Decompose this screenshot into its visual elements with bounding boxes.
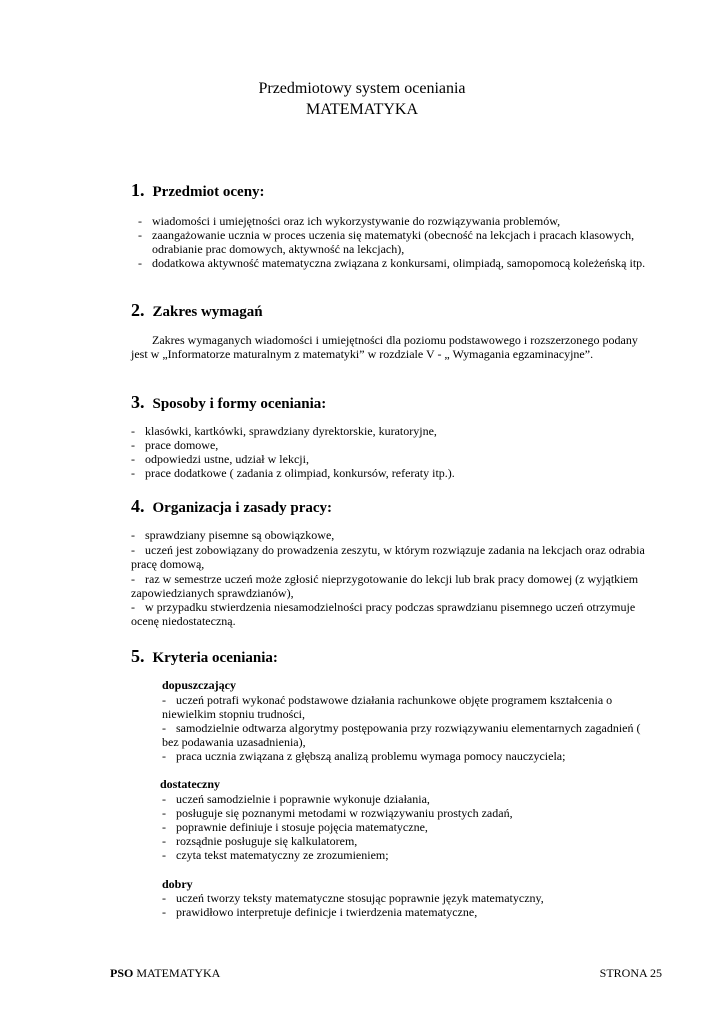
section-5-title: Kryteria oceniania:	[152, 650, 278, 666]
document-subtitle: MATEMATYKA	[306, 101, 418, 118]
section-4-line-continuation: pracę domową,	[131, 557, 205, 571]
document-title: Przedmiotowy system oceniania	[258, 80, 466, 97]
bullet-dash: -	[131, 466, 135, 480]
bullet-dash: -	[138, 214, 142, 228]
section-4-line-continuation: ocenę niedostateczną.	[131, 614, 236, 628]
grade-criterion: - samodzielnie odtwarza algorytmy postępowania przy rozwiązywaniu elementarnych zagadnień (	[162, 721, 641, 735]
grade-criterion: - poprawnie definiuje i stosuje pojęcia matematyczne,	[162, 820, 428, 834]
grade-criterion: - praca ucznia związana z głębszą analizą problemu wymaga pomocy nauczyciela;	[162, 749, 566, 763]
bullet-dash: -	[162, 792, 166, 806]
section-3-item: - odpowiedzi ustne, udział w lekcji,	[131, 452, 309, 466]
bullet-dash: -	[138, 256, 142, 270]
bullet-dash: -	[162, 806, 166, 820]
section-5-number: 5.	[131, 646, 145, 666]
section-2-paragraph-line: jest w „Informatorze maturalnym z matematyki” w rozdziale V - „ Wymagania egzaminacyjne”.	[131, 347, 594, 361]
grade-dopuszczajacy-label: dopuszczający	[162, 678, 236, 692]
section-2-heading	[131, 300, 263, 321]
section-3-title: Sposoby i formy oceniania:	[152, 396, 327, 412]
bullet-dash: -	[131, 528, 135, 542]
section-1-item: - dodatkowa aktywność matematyczna związana z konkursami, olimpiadą, samopomocą koleżeńską itp.	[138, 256, 646, 270]
bullet-dash: -	[131, 572, 135, 586]
section-3-item: - klasówki, kartkówki, sprawdziany dyrektorskie, kuratoryjne,	[131, 424, 437, 438]
grade-criterion-continuation: niewielkim stopniu trudności,	[162, 707, 305, 721]
section-4-heading	[131, 496, 332, 517]
grade-dostateczny-label: dostateczny	[160, 777, 220, 791]
footer-page-number: STRONA 25	[599, 966, 662, 980]
bullet-dash: -	[162, 848, 166, 862]
bullet-dash: -	[162, 693, 166, 707]
section-4-line: - w przypadku stwierdzenia niesamodzielności pracy podczas sprawdzianu pisemnego uczeń otrzymuje	[131, 600, 636, 614]
bullet-dash: -	[162, 834, 166, 848]
section-1-number: 1.	[131, 180, 145, 200]
section-3-number: 3.	[131, 392, 145, 412]
section-4-line: - uczeń jest zobowiązany do prowadzenia zeszytu, w którym rozwiązuje zadania na lekcjach oraz odrabia	[131, 543, 645, 557]
bullet-dash: -	[138, 228, 142, 242]
grade-criterion: - uczeń samodzielnie i poprawnie wykonuje działania,	[162, 792, 430, 806]
section-3-heading	[131, 392, 326, 413]
grade-criterion-continuation: bez podawania uzasadnienia),	[162, 735, 306, 749]
footer-subject: MATEMATYKA	[136, 966, 221, 980]
grade-criterion: - uczeń potrafi wykonać podstawowe działania rachunkowe objęte programem kształcenia o	[162, 693, 613, 707]
section-4-number: 4.	[131, 496, 145, 516]
bullet-dash: -	[162, 820, 166, 834]
footer-pso: PSO	[110, 966, 134, 980]
section-3-item: - prace dodatkowe ( zadania z olimpiad, konkursów, referaty itp.).	[131, 466, 455, 480]
section-1-title: Przedmiot oceny:	[152, 184, 265, 200]
grade-criterion: - posługuje się poznanymi metodami w rozwiązywaniu prostych zadań,	[162, 806, 513, 820]
grade-dobry-label: dobry	[162, 877, 193, 891]
section-1-item: - zaangażowanie ucznia w proces uczenia się matematyki (obecność na lekcjach i pracach klasowych,	[138, 228, 635, 242]
section-2-number: 2.	[131, 300, 145, 320]
bullet-dash: -	[131, 424, 135, 438]
bullet-dash: -	[162, 749, 166, 763]
grade-criterion: - uczeń tworzy teksty matematyczne stosując poprawnie język matematyczny,	[162, 891, 544, 905]
section-1-item-continuation: odrabianie prac domowych, aktywność na lekcjach),	[152, 242, 405, 256]
section-1-heading	[131, 180, 265, 201]
bullet-dash: -	[162, 721, 166, 735]
bullet-dash: -	[162, 891, 166, 905]
section-4-title: Organizacja i zasady pracy:	[152, 500, 333, 516]
section-1-item: - wiadomości i umiejętności oraz ich wykorzystywanie do rozwiązywania problemów,	[138, 214, 561, 228]
section-4-line: - raz w semestrze uczeń może zgłosić nieprzygotowanie do lekcji lub brak pracy domowej (z wyjątkiem	[131, 572, 639, 586]
bullet-dash: -	[162, 905, 166, 919]
section-2-title: Zakres wymagań	[152, 304, 263, 320]
section-5-heading	[131, 646, 278, 667]
bullet-dash: -	[131, 600, 135, 614]
section-4-line-continuation: zapowiedzianych sprawdzianów),	[131, 586, 294, 600]
section-4-line: - sprawdziany pisemne są obowiązkowe,	[131, 528, 335, 542]
section-2-paragraph-line: Zakres wymaganych wiadomości i umiejętności dla poziomu podstawowego i rozszerzonego podany	[152, 333, 638, 347]
grade-criterion: - czyta tekst matematyczny ze zrozumieniem;	[162, 848, 389, 862]
section-3-item: - prace domowe,	[131, 438, 219, 452]
grade-criterion: - prawidłowo interpretuje definicje i twierdzenia matematyczne,	[162, 905, 478, 919]
bullet-dash: -	[131, 543, 135, 557]
footer-left	[110, 966, 220, 981]
bullet-dash: -	[131, 438, 135, 452]
bullet-dash: -	[131, 452, 135, 466]
grade-criterion: - rozsądnie posługuje się kalkulatorem,	[162, 834, 358, 848]
